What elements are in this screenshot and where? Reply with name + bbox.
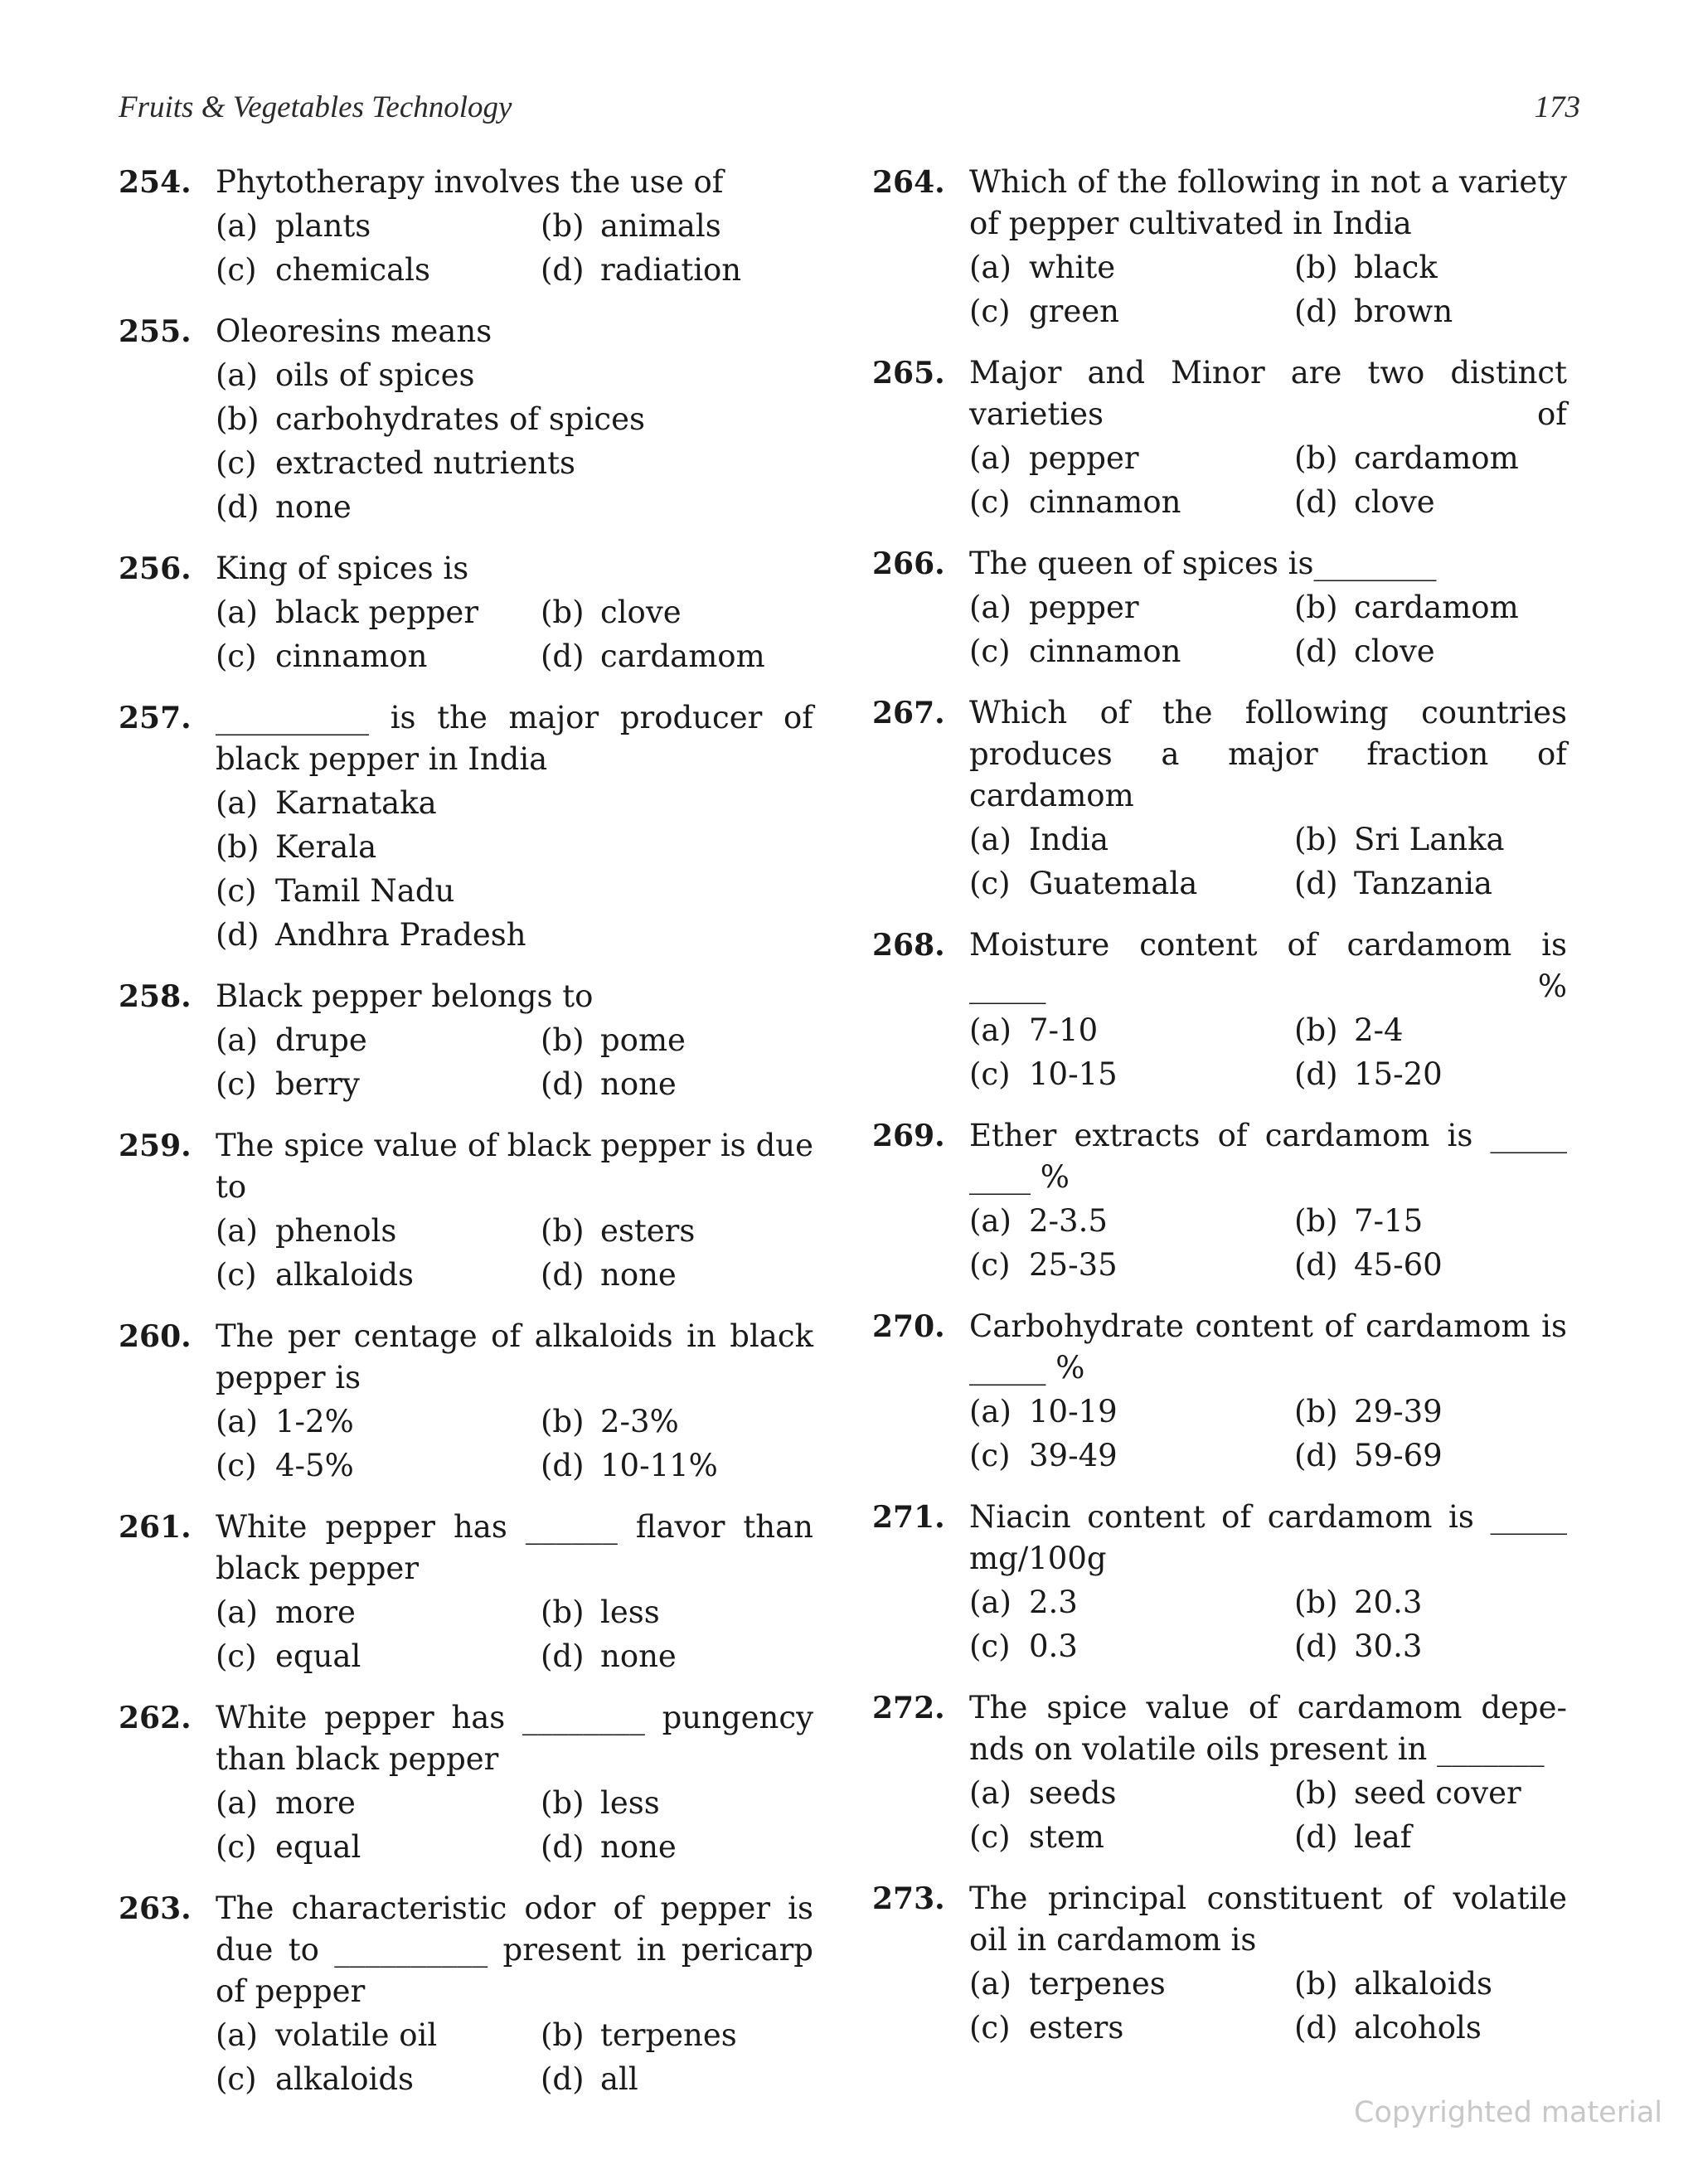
question-number: 257. [119,701,192,735]
answer-option: (b) cardamom [1294,590,1519,625]
answer-option: (a) more [216,1594,356,1630]
answer-option: (c) equal [216,1829,361,1865]
question-stem: The principal constituent of volatile oil in cardamom is [969,1881,1567,1958]
answer-option: (a) India [969,822,1109,857]
answer-option: (c) 10-15 [969,1056,1118,1092]
answer-option: (d) radiation [541,252,742,288]
answer-option: (a) 10-19 [969,1394,1118,1429]
answer-option: (d) none [541,1638,677,1674]
answer-options [216,1590,813,1678]
answer-options [969,1771,1567,1859]
question-item [872,352,1567,524]
answer-options [216,204,813,292]
answer-options [216,353,813,529]
answer-option: (c) Tamil Nadu [216,873,455,909]
answer-option: (b) clove [541,595,682,630]
question-item [872,692,1567,905]
answer-option: (d) leaf [1294,1819,1412,1855]
question-stem: The characteristic odor of pepper is due to __________ present in pericarp of pepper [216,1890,813,2009]
question-number: 256. [119,551,192,586]
answer-option: (c) alkaloids [216,1257,414,1293]
answer-option: (c) alkaloids [216,2061,414,2097]
page-number: 173 [1534,90,1580,124]
answer-option: (c) cinnamon [969,484,1181,520]
question-item [872,543,1567,673]
question-number: 268. [872,928,945,963]
question-item [119,1125,813,1297]
answer-option: (c) 25-35 [969,1247,1118,1283]
question-stem: White pepper has ______ flavor than black pepper [216,1509,813,1586]
answer-option: (b) less [541,1785,660,1821]
question-stem: Carbohydrate content of cardamom is _____ % [969,1308,1567,1386]
answer-option: (b) Sri Lanka [1294,822,1505,857]
question-item [872,1878,1567,2050]
answer-option: (b) pome [541,1022,686,1058]
answer-option: (b) seed cover [1294,1775,1521,1811]
answer-option: (d) cardamom [541,638,765,674]
answer-option: (d) 59-69 [1294,1438,1443,1473]
question-stem: The spice value of black pepper is due to [216,1128,813,1205]
question-item [872,1497,1567,1668]
answer-option: (a) plants [216,208,371,244]
question-number: 263. [119,1891,192,1926]
answer-option: (b) animals [541,208,721,244]
running-title: Fruits & Vegetables Technology [119,90,512,124]
answer-options [216,781,813,957]
answer-option: (d) 45-60 [1294,1247,1443,1283]
question-stem: Niacin content of cardamom is _____ mg/100g [969,1499,1567,1576]
answer-option: (b) esters [541,1213,696,1249]
answer-option: (c) equal [216,1638,361,1674]
question-number: 254. [119,165,192,200]
answer-option: (a) 7-10 [969,1012,1099,1048]
question-item [119,1888,813,2101]
question-item [872,1687,1567,1859]
answer-option: (a) volatile oil [216,2017,438,2053]
answer-options [969,585,1567,673]
answer-options [969,818,1567,905]
question-item [872,1306,1567,1478]
question-number: 266. [872,546,945,581]
question-number: 267. [872,696,945,730]
answer-option: (a) drupe [216,1022,367,1058]
answer-options [216,1018,813,1106]
answer-option: (b) 29-39 [1294,1394,1443,1429]
answer-option: (a) 2-3.5 [969,1203,1108,1239]
answer-option: (d) clove [1294,633,1435,669]
question-number: 258. [119,979,192,1014]
question-stem: Major and Minor are two distinct varieties of [969,355,1567,432]
answer-option: (b) cardamom [1294,440,1519,476]
question-stem: Moisture content of cardamom is _____ % [969,927,1567,1004]
question-number: 262. [119,1701,192,1735]
question-item [872,162,1567,333]
answer-option: (d) alcohols [1294,2010,1482,2046]
question-stem: The spice value of cardamom depe-nds on volatile oils present in _______ [969,1690,1567,1767]
answer-option: (b) alkaloids [1294,1966,1492,2002]
answer-option: (c) 39-49 [969,1438,1118,1473]
question-stem: Ether extracts of cardamom is _____ ____ % [969,1118,1567,1195]
answer-option: (b) 2-3% [541,1404,679,1439]
answer-options [216,1781,813,1869]
answer-options [969,1390,1567,1478]
question-item [119,548,813,678]
answer-option: (b) carbohydrates of spices [216,401,645,437]
answer-option: (a) white [969,250,1116,285]
answer-option: (d) Tanzania [1294,866,1492,901]
answer-option: (b) 7-15 [1294,1203,1424,1239]
question-number: 260. [119,1319,192,1354]
answer-options [969,436,1567,524]
answer-options [216,1209,813,1297]
answer-option: (c) cinnamon [216,638,428,674]
answer-option: (c) green [969,294,1119,329]
question-stem: __________ is the major producer of black pepper in India [216,700,813,777]
answer-option: (a) pepper [969,440,1139,476]
question-stem: The queen of spices is________ [969,546,1437,581]
question-stem: Black pepper belongs to [216,978,594,1014]
answer-option: (a) terpenes [969,1966,1166,2002]
answer-option: (b) 2-4 [1294,1012,1404,1048]
question-stem: The per centage of alkaloids in black pepper is [216,1318,813,1395]
answer-option: (d) none [216,489,352,525]
answer-option: (b) black [1294,250,1438,285]
answer-option: (d) 30.3 [1294,1628,1423,1664]
question-number: 255. [119,314,192,349]
answer-option: (a) black pepper [216,595,479,630]
answer-option: (a) pepper [969,590,1139,625]
answer-option: (d) brown [1294,294,1453,329]
answer-option: (c) stem [969,1819,1104,1855]
answer-option: (a) phenols [216,1213,397,1249]
question-stem: Which of the following countries produces a major fraction of cardamom [969,695,1567,813]
answer-option: (d) none [541,1066,677,1102]
question-number: 270. [872,1309,945,1344]
answer-option: (a) 2.3 [969,1585,1078,1620]
question-number: 271. [872,1500,945,1535]
question-stem: Phytotherapy involves the use of [216,164,724,200]
answer-option: (c) 0.3 [969,1628,1078,1664]
answer-option: (a) more [216,1785,356,1821]
right-question-column [872,162,1567,2069]
answer-option: (d) 10-11% [541,1448,718,1483]
running-header [119,90,1580,139]
answer-option: (c) chemicals [216,252,430,288]
left-question-column [119,162,813,2120]
answer-options [216,2013,813,2101]
copyright-watermark: Copyrighted material [1354,2096,1662,2129]
question-item [119,311,813,529]
question-number: 269. [872,1119,945,1153]
answer-option: (c) 4-5% [216,1448,354,1483]
question-number: 273. [872,1881,945,1916]
answer-options [969,1008,1567,1096]
answer-option: (a) seeds [969,1775,1117,1811]
answer-options [216,590,813,678]
question-number: 261. [119,1510,192,1545]
answer-option: (c) extracted nutrients [216,445,575,481]
answer-option: (c) esters [969,2010,1124,2046]
answer-option: (d) Andhra Pradesh [216,917,526,953]
question-item [119,976,813,1106]
answer-options [969,1962,1567,2050]
question-item [119,1316,813,1488]
answer-options [216,1400,813,1488]
answer-option: (c) berry [216,1066,360,1102]
answer-option: (d) all [541,2061,638,2097]
answer-option: (d) 15-20 [1294,1056,1443,1092]
question-item [872,1115,1567,1287]
answer-options [969,1199,1567,1287]
answer-option: (d) none [541,1257,677,1293]
question-number: 272. [872,1691,945,1725]
question-item [119,1507,813,1678]
question-item [119,697,813,957]
answer-option: (a) 1-2% [216,1404,354,1439]
answer-option: (d) clove [1294,484,1435,520]
question-number: 259. [119,1128,192,1163]
answer-option: (b) 20.3 [1294,1585,1423,1620]
answer-option: (c) cinnamon [969,633,1181,669]
question-number: 264. [872,165,945,200]
answer-option: (a) oils of spices [216,357,475,393]
answer-option: (b) Kerala [216,829,377,865]
answer-option: (d) none [541,1829,677,1865]
question-item [119,162,813,292]
answer-options [969,1580,1567,1668]
question-stem: Which of the following in not a variety of pepper cultivated in India [969,164,1567,241]
question-stem: King of spices is [216,551,469,586]
question-item [119,1697,813,1869]
answer-option: (b) less [541,1594,660,1630]
question-number: 265. [872,356,945,391]
answer-options [969,245,1567,333]
question-stem: White pepper has ________ pungency than black pepper [216,1700,813,1777]
answer-option: (a) Karnataka [216,785,437,821]
question-stem: Oleoresins means [216,313,492,349]
question-item [872,925,1567,1096]
answer-option: (b) terpenes [541,2017,737,2053]
answer-option: (c) Guatemala [969,866,1198,901]
